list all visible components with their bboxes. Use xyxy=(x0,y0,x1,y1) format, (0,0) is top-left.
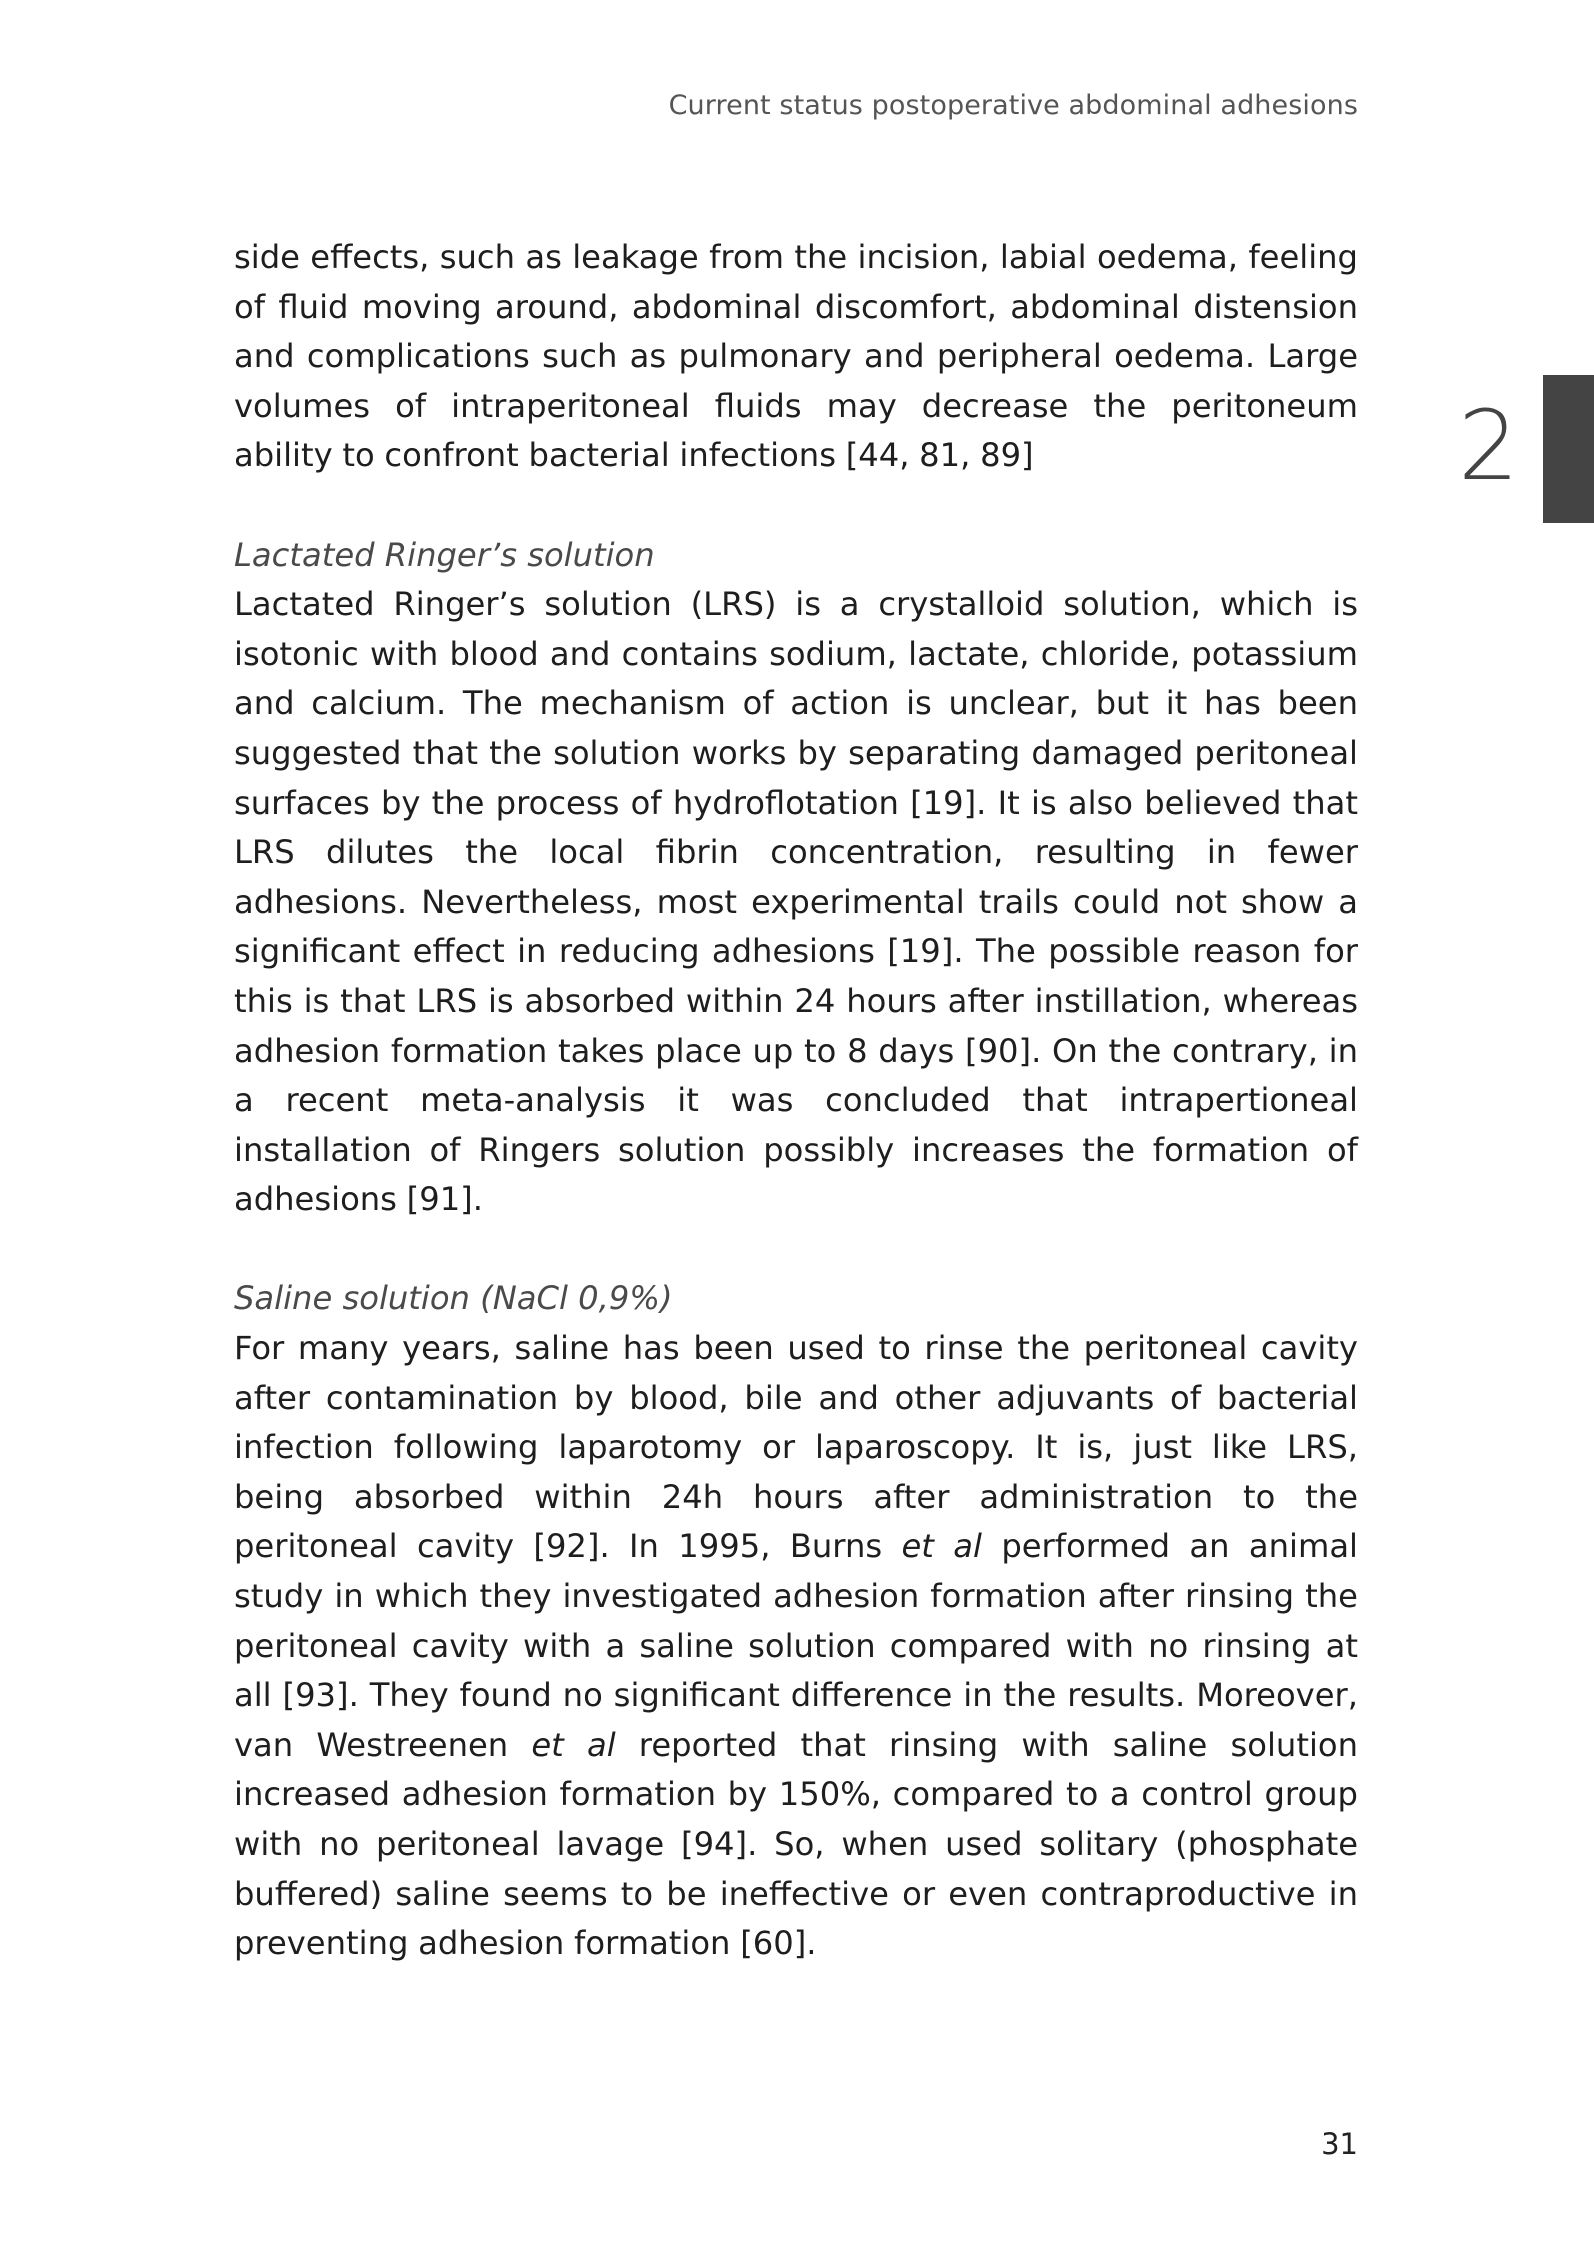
saline-text-part2: performed an animal study in which they investigated adhesion formation after rinsing the peritoneal cavity with a saline solution compared with no rinsing at all [93]. They found no significant difference in the results. Moreover, van Westreenen xyxy=(234,1527,1358,1764)
section-heading-saline: Saline solution (NaCl 0,9%) xyxy=(234,1279,673,1318)
lrs-paragraph: Lactated Ringer’s solution (LRS) is a crystalloid solution, which is isotonic with blood and contains sodium, lactate, chloride, potassium and calcium. The mechanism of action is unclear, but it has been suggested that the solution works by separating damaged peritoneal surfaces by the process of hydroflotation [19]. It is also believed that LRS dilutes the local fibrin concentration, resulting in fewer adhesions. Nevertheless, most experimental trails could not show a significant effect in reducing adhesions [19]. The possible reason for this is that LRS is absorbed within 24 hours after instillation, whereas adhesion formation takes place up to 8 days [90]. On the contrary, in a recent meta-analysis it was concluded that intrapertioneal installation of Ringers solution possibly increases the formation of adhesions [91]. xyxy=(234,585,1358,1219)
saline-text-part1: For many years, saline has been used to rinse the peritoneal cavity after contamination by blood, bile and other adjuvants of bacterial infection following laparotomy or laparoscopy. It is, just like LRS, being absorbed within 24h hours after administration to the peritoneal cavity [92]. In 1995, Burns xyxy=(234,1329,1358,1566)
saline-text-part3: reported that rinsing with saline solution increased adhesion formation by 150%, compared to a control group with no peritoneal lavage [94]. So, when used solitary (phosphate buffered) saline seems to be ineffective or even contraproductive in preventing adhesion formation [60]. xyxy=(234,1725,1358,1963)
page-number: 31 xyxy=(1321,2127,1358,2161)
et-al-italic: et al xyxy=(901,1527,982,1566)
saline-paragraph xyxy=(234,1324,1358,1969)
running-header: Current status postoperative abdominal adhesions xyxy=(668,90,1358,121)
chapter-thumb-tab xyxy=(1543,375,1594,523)
main-text xyxy=(234,233,1358,1969)
section-heading-lrs: Lactated Ringer’s solution xyxy=(234,535,655,574)
chapter-number: 2 xyxy=(1458,390,1520,502)
et-al-italic: et al xyxy=(531,1725,616,1764)
intro-paragraph: side effects, such as leakage from the incision, labial oedema, feeling of fluid moving around, abdominal discomfort, abdominal distension and complications such as pulmonary and peripheral oedema. Large volumes of intraperitoneal fluids may decrease the peritoneum ability to confront bacterial infections [44, 81, 89] xyxy=(234,238,1358,475)
